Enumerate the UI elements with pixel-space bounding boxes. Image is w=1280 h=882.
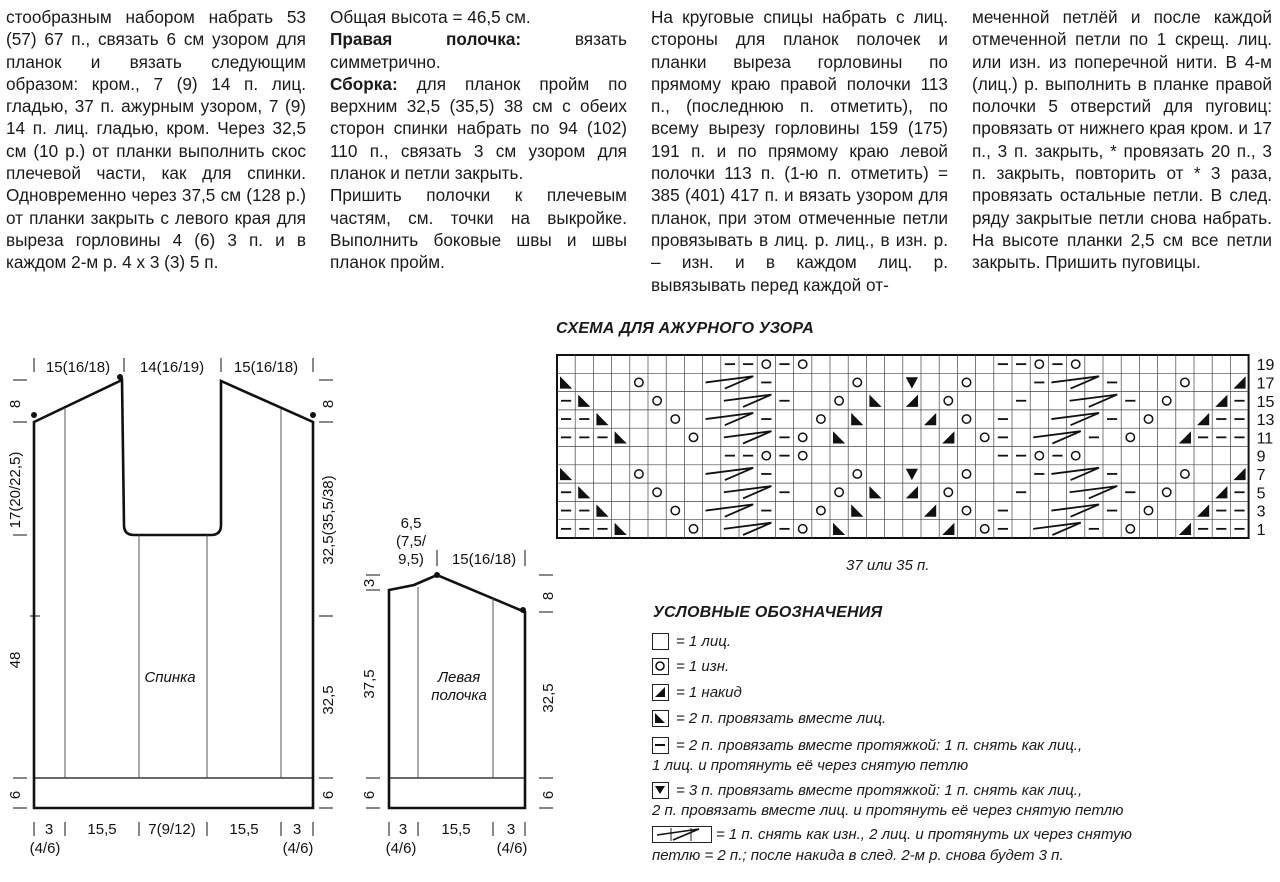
chart-k2tog-mark [615,431,627,443]
chart-cable-mark [724,431,772,443]
back-dot-right [310,412,316,418]
chart-sk2p-mark [906,377,918,388]
chart-yo-mark [1233,468,1245,480]
chart-purl-mark [671,506,679,514]
chart-yo-mark [906,486,918,498]
back-top-left-dim: 15(16/18) [45,359,111,376]
assembly-heading: Сборка: [330,73,398,94]
chart-purl-mark [981,525,989,533]
chart-cable-mark [724,523,772,535]
back-bottom-46-left: (4/6) [29,840,61,857]
legend-sk2p-2: 2 п. провязать вместе лиц. и протянуть её через снятую петлю [652,802,1124,819]
chart-purl-mark [689,525,697,533]
chart-cable-mark [1070,395,1118,407]
chart-yo-mark [1233,376,1245,388]
legend-yarn-over: = 1 накид [676,684,742,701]
back-top-right-dim: 15(16/18) [233,359,299,376]
chart-purl-mark [853,470,861,478]
chart-purl-mark [817,415,825,423]
legend-k2tog: = 2 п. провязать вместе лиц. [676,710,887,727]
front-top-2: (7,5/ [395,533,427,550]
chart-row-number: 15 [1256,393,1275,411]
back-right-325b: 32,5 [320,685,337,715]
right-front-text: вязать симметрично. [330,29,627,72]
chart-row-number: 9 [1256,448,1266,466]
chart-yo-mark [1197,504,1209,516]
chart-cable-mark [1070,486,1118,498]
back-bottom-center: 7(9/12) [148,821,196,838]
yarn-over-symbol [652,684,669,701]
chart-yo-mark [1197,413,1209,425]
chart-row-number: 13 [1256,412,1275,430]
front-right-325: 32,5 [540,683,557,713]
chart-purl-mark [1035,360,1043,368]
front-label-2: полочка [431,687,487,704]
legend-title: УСЛОВНЫЕ ОБОЗНАЧЕНИЯ [653,604,883,621]
chart-purl-mark [853,378,861,386]
chart-purl-mark [1163,488,1171,496]
chart-yo-mark [906,395,918,407]
chart-purl-mark [962,415,970,423]
back-left-6: 6 [7,790,24,800]
chart-purl-mark [944,488,952,496]
chart-purl-mark [653,488,661,496]
col1-text: стообразным набором набрать 53 (57) 67 п., связать 6 см узором для планок и вязать следующим образом: кром., 7 (9) 14 п. лиц. гладью, 37 п. ажурным узором, 7 (9) 14 п. лиц. гладью, кром. Через 32,5 см (10 р.) от планки выполнить скос плечевой части, как для спинки. Одновременно через 37,5 см (128 р.) от планки закрыть с левого края для выреза горловины 4 (6) 3 п. и в каждом 2-м р. 4 х 3 (3) 5 п. [6,7,306,273]
back-top-mid-dim: 14(16/19) [139,359,205,376]
chart-purl-mark [1072,360,1080,368]
front-right-8: 8 [540,591,557,601]
chart-k2tog-mark [833,523,845,535]
front-dot-shoulder [520,607,526,613]
front-left-375: 37,5 [361,669,378,699]
front-bottom-155: 15,5 [441,821,471,838]
legend-ssk-2: 1 лиц. и протянуть её через снятую петлю [652,757,969,774]
back-outline [34,380,313,808]
back-label: Спинка [144,669,196,686]
front-bottom-46-left: (4/6) [385,840,417,857]
chart-k2tog-mark [578,486,590,498]
chart-row-number: 11 [1256,430,1274,448]
back-left-17: 17(20/22,5) [7,451,24,529]
chart-purl-mark [981,433,989,441]
chart-yo-mark [1179,523,1191,535]
total-height: Общая высота = 46,5 см. [330,7,531,27]
front-top-3: 9,5) [398,551,424,568]
chart-title: СХЕМА ДЛЯ АЖУРНОГО УЗОРА [556,320,815,337]
chart-k2tog-mark [615,523,627,535]
chart-cable-mark [706,504,754,516]
chart-purl-mark [1163,397,1171,405]
chart-purl-mark [671,415,679,423]
stitch-count: 37 или 35 п. [846,557,930,574]
chart-purl-mark [962,470,970,478]
back-dot-neck [117,374,123,380]
back-bottom-3-right: 3 [292,821,302,838]
chart-yo-mark [924,504,936,516]
chart-yo-mark [1215,486,1227,498]
back-left-48: 48 [7,651,24,669]
chart-cable-mark [706,376,754,388]
front-dot-neck [434,572,440,578]
chart-cable-mark [706,468,754,480]
back-dot-left [31,412,37,418]
chart-sk2p-mark [906,469,918,480]
sk2p-symbol [652,782,669,799]
chart-purl-mark [762,451,770,459]
chart-cable-mark [1051,376,1099,388]
lace-chart [556,354,1275,554]
front-label-1: Левая [437,669,481,686]
back-bottom-46-right: (4/6) [282,840,314,857]
chart-purl-mark [962,506,970,514]
col3-text: На круговые спицы набрать с лиц. стороны для планок полочек и планки выреза горловины по прямому краю правой полочки 113 п., (последнюю п. отметить), по всему вырезу горловины 159 (175) 191 п. и по прямому краю левой полочки 113 п. (1-ю п. отметить) = 385 (401) 417 п. и вязать узором для планок, при этом отмеченные петли провязывать в лиц. р. лиц., в изн. р. – изн. и в каждом лиц. р. вывязывать перед каждой от- [651,7,948,295]
chart-row-number: 7 [1256,466,1266,484]
col4-text: меченной петлёй и после каждой отмеченной петли по 1 скрещ. лиц. или изн. из поперечной нити. В 4-м (лиц.) р. выполнить в планке правой полочки 5 отверстий для пуговиц: провязать от нижнего края кром. и 17 п., 3 п. закрыть, * провязать 20 п., 3 п. закрыть, повторить от * 3 раза, провязать остальные петли. В след. ряду закрытые петли снова набрать. На высоте планки 2,5 см все петли закрыть. Пришить пуговицы. [972,7,1272,273]
back-right-325a: 32,5(35,5/38) [320,475,337,565]
chart-yo-mark [1215,395,1227,407]
legend-purl: = 1 изн. [676,658,730,675]
chart-yo-mark [924,413,936,425]
chart-yo-mark [942,431,954,443]
legend-sk2p-1: = 3 п. провязать вместе протяжкой: 1 п. снять как лиц., [676,782,1083,799]
chart-cable-mark [1033,523,1081,535]
chart-k2tog-mark [869,395,881,407]
chart-purl-mark [762,360,770,368]
chart-cable-mark [724,486,772,498]
chart-purl-mark [1126,433,1134,441]
chart-cable-mark [1051,504,1099,516]
chart-k2tog-mark [560,376,572,388]
chart-k2tog-mark [851,413,863,425]
chart-purl-mark [689,433,697,441]
legend-cable-1: = 1 п. снять как изн., 2 лиц. и протянуть их через снятую [716,826,1132,843]
chart-row-number: 19 [1256,357,1275,375]
cable-symbol [652,826,712,843]
chart-purl-mark [944,397,952,405]
chart-row-number: 17 [1256,375,1275,393]
chart-purl-mark [1181,378,1189,386]
back-bottom-3-left: 3 [44,821,54,838]
back-bottom-155-right: 15,5 [229,821,259,838]
legend-knit: = 1 лиц. [676,633,731,650]
chart-row-number: 3 [1256,503,1266,521]
chart-purl-mark [1144,506,1152,514]
chart-purl-mark [799,433,807,441]
back-right-8: 8 [320,399,337,409]
chart-purl-mark [799,451,807,459]
assembly-text: для планок пройм по верхним 32,5 (35,5) 38 см с обеих сторон спинки набрать по 94 (102) 110 п., связать 3 см узором для планок и петли закрыть. [330,73,627,184]
chart-purl-mark [1072,451,1080,459]
chart-purl-mark [799,525,807,533]
chart-cable-mark [724,395,772,407]
chart-cable-mark [1051,413,1099,425]
chart-k2tog-mark [560,468,572,480]
chart-k2tog-mark [833,431,845,443]
legend-cable-2: петлю = 2 п.; после накида в след. 2-м р. снова будет 3 п. [652,847,1064,864]
right-front-heading: Правая полочка: [330,29,522,50]
chart-purl-mark [835,488,843,496]
front-bottom-46-right: (4/6) [496,840,528,857]
chart-yo-mark [1179,431,1191,443]
chart-yo-mark [942,523,954,535]
chart-purl-mark [653,397,661,405]
ssk-symbol [652,737,669,754]
back-left-8: 8 [7,399,24,409]
back-right-6: 6 [320,790,337,800]
front-top-1: 6,5 [400,515,422,532]
front-right-6: 6 [540,790,557,800]
chart-cable-mark [1051,468,1099,480]
chart-purl-mark [799,360,807,368]
legend-ssk-1: = 2 п. провязать вместе протяжкой: 1 п. снять как лиц., [676,737,1083,754]
chart-purl-mark [635,378,643,386]
chart-k2tog-mark [869,486,881,498]
chart-purl-mark [1126,525,1134,533]
front-left-6: 6 [361,790,378,800]
chart-purl-mark [635,470,643,478]
front-bottom-3-left: 3 [398,821,408,838]
chart-purl-mark [1144,415,1152,423]
knit-symbol [652,633,669,650]
chart-cable-mark [1033,431,1081,443]
back-bottom-155-left: 15,5 [87,821,117,838]
chart-k2tog-mark [596,413,608,425]
chart-k2tog-mark [578,395,590,407]
front-left-3: 3 [361,578,378,588]
chart-purl-mark [817,506,825,514]
chart-k2tog-mark [596,504,608,516]
chart-cable-mark [706,413,754,425]
chart-k2tog-mark [851,504,863,516]
front-top-right: 15(16/18) [451,551,517,568]
chart-row-number: 1 [1256,521,1266,539]
finishing-text: Пришить полочки к плечевым частям, см. точки на выкройке. Выполнить боковые швы и швы планок пройм. [330,185,627,273]
chart-purl-mark [835,397,843,405]
k2tog-symbol [652,710,669,727]
chart-purl-mark [1035,451,1043,459]
chart-purl-mark [1181,470,1189,478]
chart-row-number: 5 [1256,485,1266,503]
front-bottom-3-right: 3 [506,821,516,838]
purl-symbol [652,658,669,675]
chart-purl-mark [962,378,970,386]
